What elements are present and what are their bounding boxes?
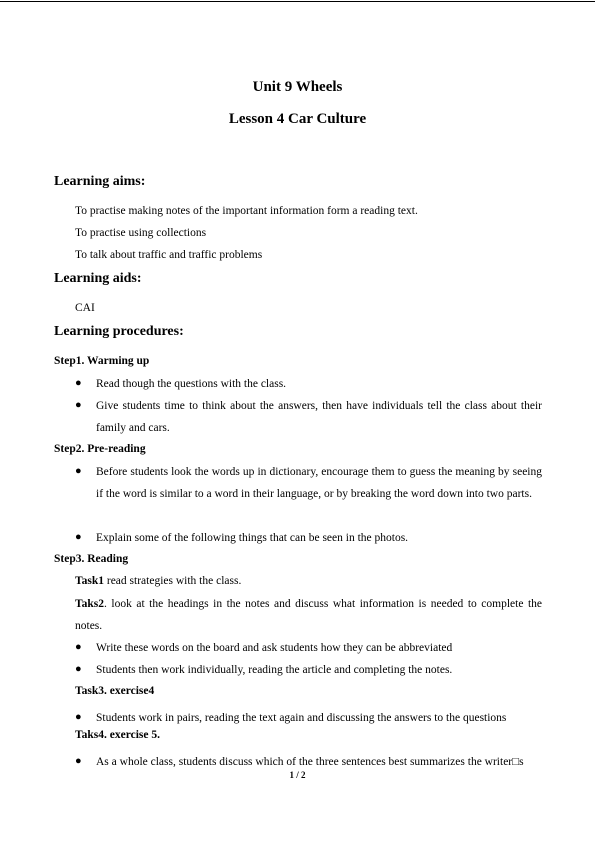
task2-line (75, 593, 542, 638)
step2-bullet: Before students look the words up in dictionary, encourage them to guess the meaning by seeing if the word is similar to a word in their language, or by breaking the word down into two parts. (96, 466, 542, 501)
bullet-icon: ● (75, 711, 82, 723)
bullet-icon: ● (75, 465, 82, 477)
task1-label: Task1 (75, 575, 104, 587)
bullet-icon: ● (75, 755, 82, 767)
aim-item: To practise making notes of the important information form a reading text. (75, 205, 418, 217)
task2-text: . look at the headings in the notes and discuss what information is needed to complete the notes. (75, 598, 542, 633)
document-subtitle: Lesson 4 Car Culture (228, 111, 367, 127)
task4-bullet: As a whole class, students discuss which of the three sentences best summarizes the writer□s (96, 756, 524, 768)
task2-bullet: Write these words on the board and ask students how they can be abbreviated (96, 642, 453, 654)
learning-aids-heading: Learning aids: (54, 271, 142, 286)
task2-label: Taks2 (75, 598, 104, 610)
page-number: 1 / 2 (289, 770, 306, 780)
task3-bullet: Students work in pairs, reading the text again and discussing the answers to the questions (96, 712, 507, 724)
bullet-icon: ● (75, 399, 82, 411)
step2-title: Step2. Pre-reading (54, 443, 146, 455)
aim-item: To practise using collections (75, 227, 207, 239)
aid-item: CAI (75, 302, 95, 314)
learning-procedures-heading: Learning procedures: (54, 324, 184, 339)
task1-line (75, 575, 241, 587)
learning-aims-heading: Learning aims: (54, 174, 146, 189)
step1-bullet: Give students time to think about the answers, then have individuals tell the class about their family and cars. (96, 400, 542, 435)
bullet-icon: ● (75, 377, 82, 389)
bullet-icon: ● (75, 641, 82, 653)
aim-item: To talk about traffic and traffic problems (75, 249, 263, 261)
top-rule (0, 1, 595, 2)
document-title: Unit 9 Wheels (252, 79, 343, 95)
step3-title: Step3. Reading (54, 553, 129, 565)
task2-bullet: Students then work individually, reading the article and completing the notes. (96, 664, 453, 676)
task4-label: Taks4. exercise 5. (75, 729, 160, 741)
step1-bullet: Read though the questions with the class. (96, 378, 287, 390)
bullet-icon: ● (75, 663, 82, 675)
step2-bullet: Explain some of the following things that can be seen in the photos. (96, 532, 409, 544)
task1-text: read strategies with the class. (104, 575, 242, 587)
bullet-icon: ● (75, 531, 82, 543)
task3-label: Task3. exercise4 (75, 685, 155, 697)
step1-title: Step1. Warming up (54, 355, 150, 367)
